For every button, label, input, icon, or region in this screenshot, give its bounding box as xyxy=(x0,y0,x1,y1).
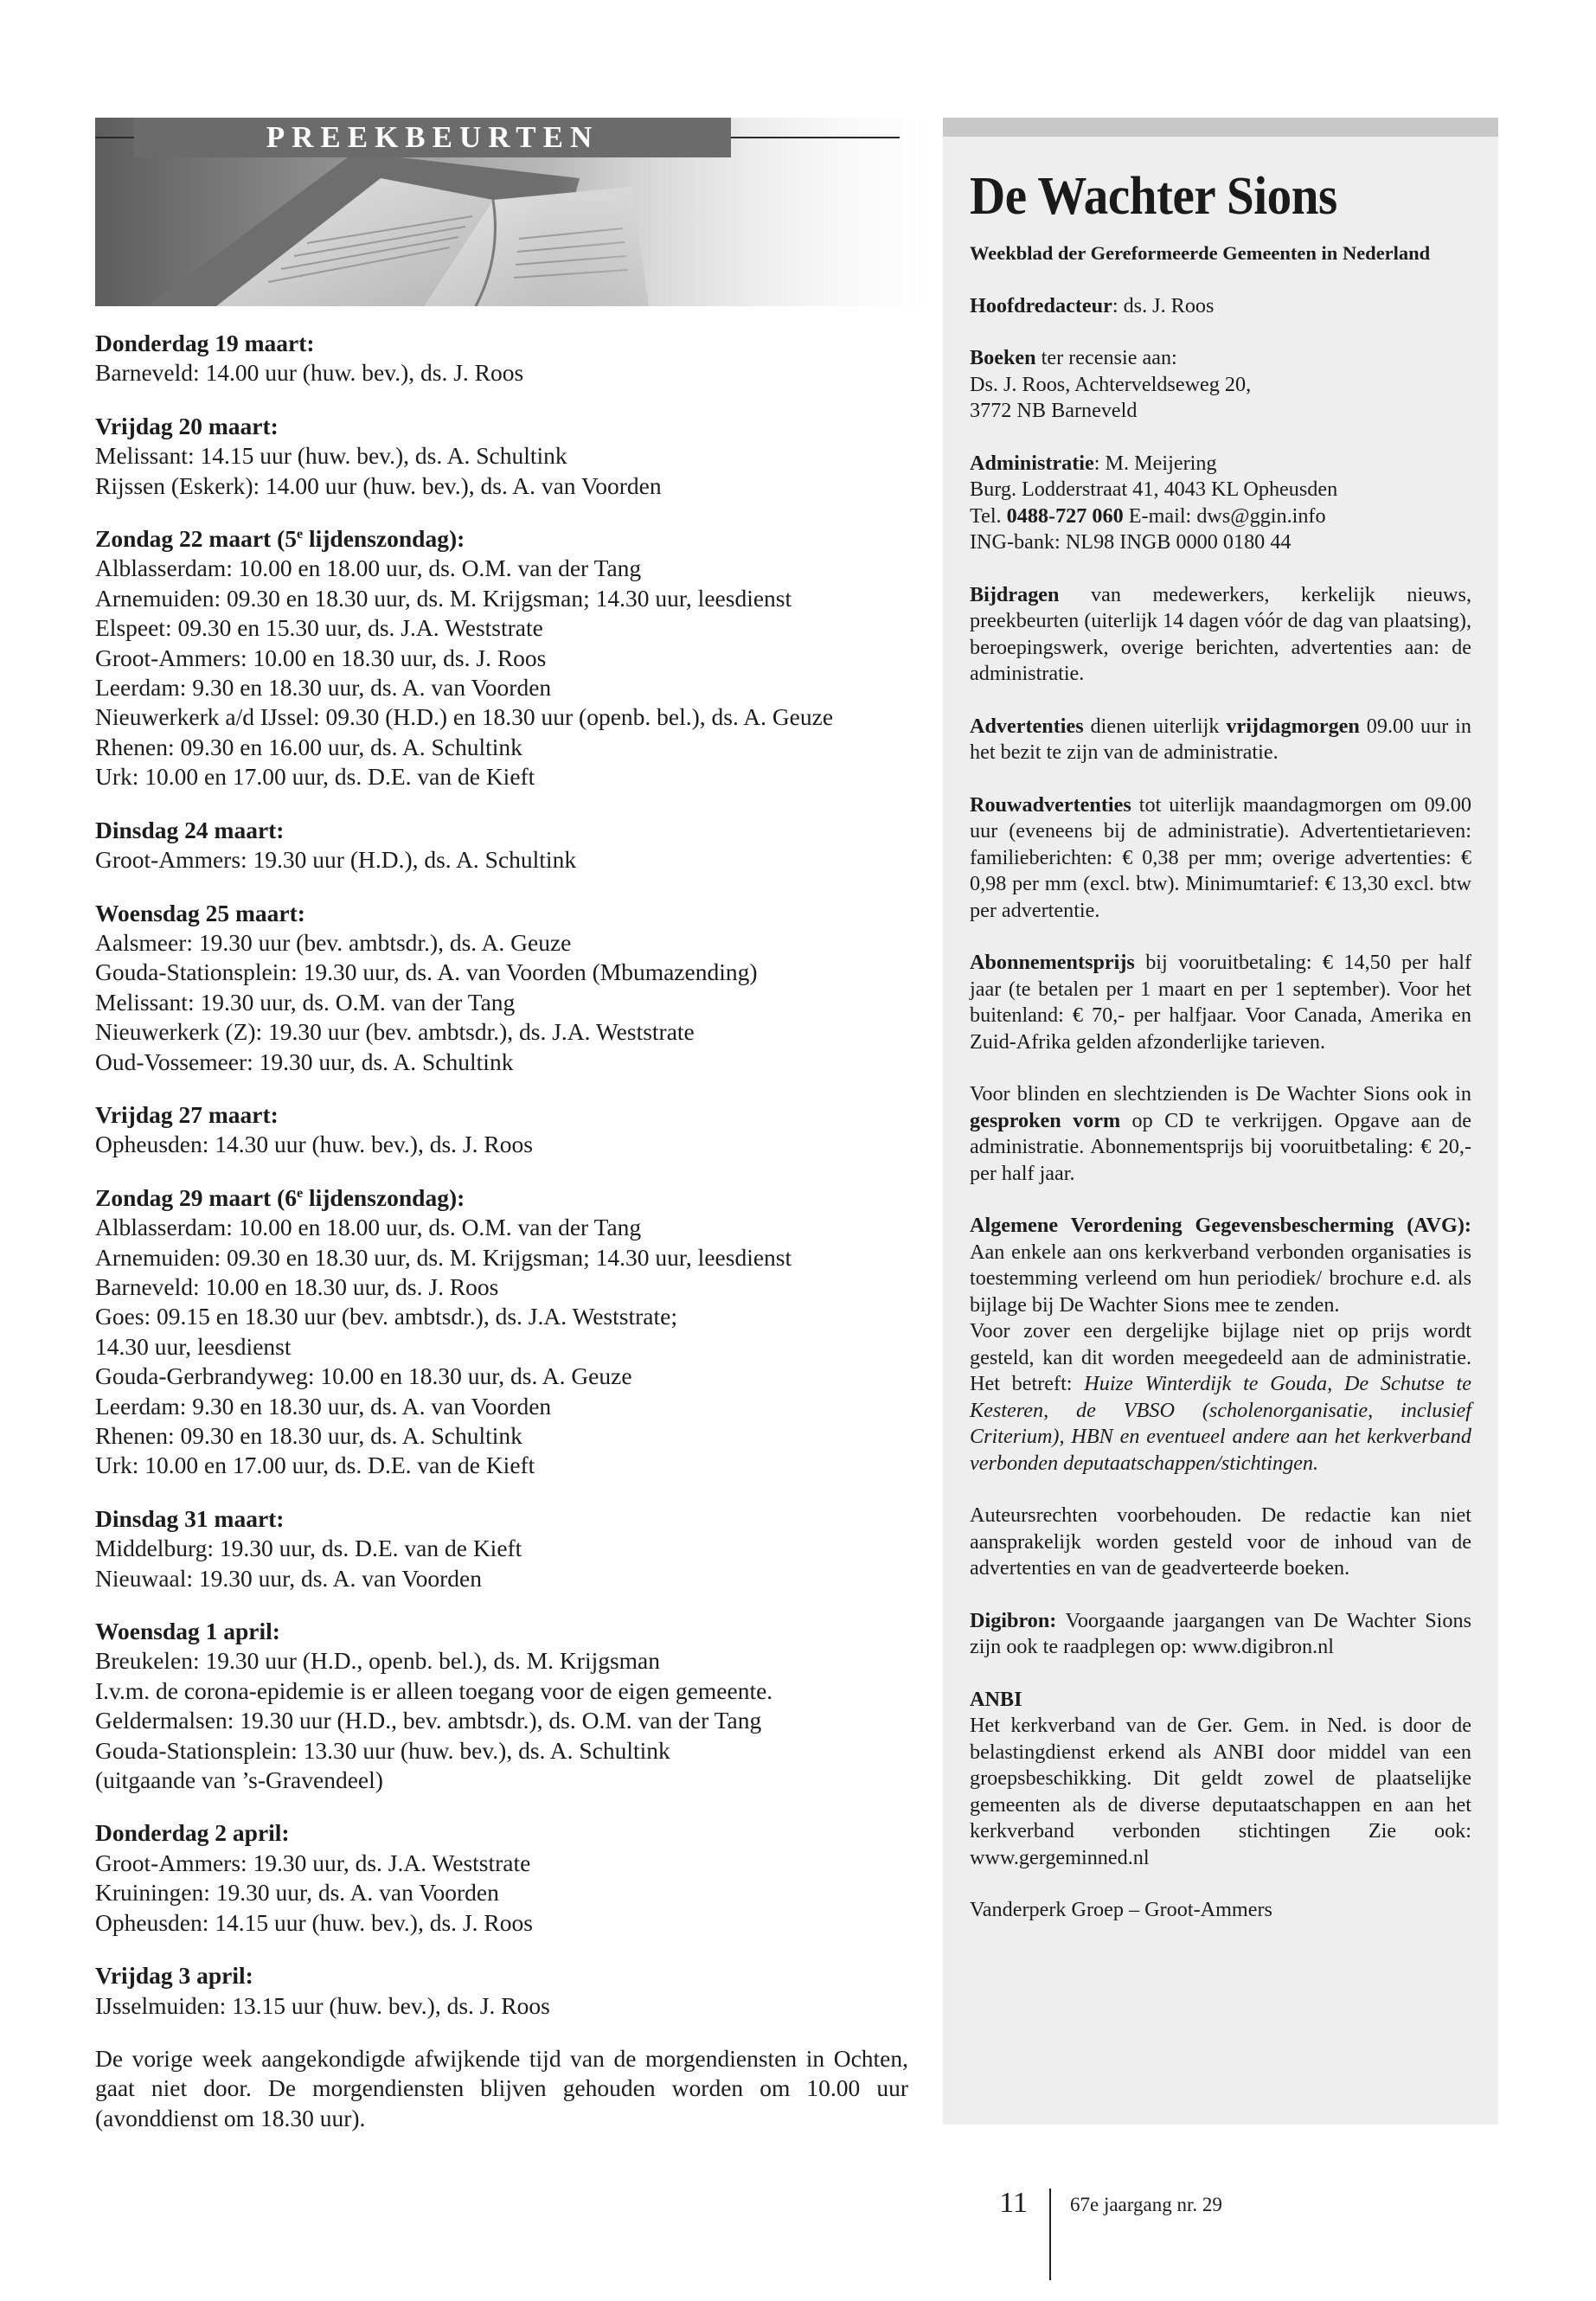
advertisements-deadline: vrijdagmorgen xyxy=(1226,714,1360,738)
contributions-label: Bijdragen xyxy=(970,582,1060,606)
service-line: Barneveld: 14.00 uur (huw. bev.), ds. J. Roos xyxy=(95,359,524,387)
anbi-block xyxy=(970,1687,1471,1872)
day-heading: Dinsdag 24 maart: xyxy=(95,816,285,843)
masthead-top-bar xyxy=(943,118,1498,137)
schedule-day xyxy=(95,1961,908,2021)
editor-block xyxy=(970,293,1471,320)
subscription-text: bij vooruitbetaling: € 14,50 per half jaar (te betalen per 1 maart en per 1 september). Voor het buitenland: € 70,- per halfjaar. Voor Canada, Amerika en Zuid-Afrika gelden afzonderlijke tarieven. xyxy=(970,951,1471,1054)
books-address-line2: 3772 NB Barneveld xyxy=(970,399,1138,422)
service-line: Rhenen: 09.30 en 16.00 uur, ds. A. Schultink xyxy=(95,733,522,760)
schedule-day xyxy=(95,524,908,792)
copyright-block xyxy=(970,1503,1471,1582)
day-heading-text: Zondag 29 maart (6 xyxy=(95,1183,297,1211)
advertisements-block xyxy=(970,714,1471,766)
administration-label: Administratie xyxy=(970,451,1094,475)
day-heading: Vrijdag 3 april: xyxy=(95,1962,253,1990)
audio-edition-text: Voor blinden en slechtzienden is De Wachter Sions ook in xyxy=(970,1082,1471,1106)
advertisements-text-end: 09.00 uur in het bezit te zijn van de administratie. xyxy=(970,714,1471,764)
digibron-text: Voorgaande jaargangen van De Wachter Sions zijn ook te raadplegen op: www.digibron.nl xyxy=(970,1608,1471,1658)
anbi-text: Het kerkverband van de Ger. Gem. in Ned. is door de belastingdienst erkend als ANBI door middel van een groepsbeschikking. Dit geldt zowel de plaatselijke gemeenten als de diverse deputaatschappen en aan het kerkverband verbonden stichtingen Zie ook: www.gergeminned.nl xyxy=(970,1714,1471,1869)
books-address-line1: Ds. J. Roos, Achterveldseweg 20, xyxy=(970,372,1252,396)
service-line: (uitgaande van ’s-Gravendeel) xyxy=(95,1766,383,1794)
digibron-block xyxy=(970,1608,1471,1661)
page-number: 11 xyxy=(999,2187,1028,2219)
anbi-label: ANBI xyxy=(970,1687,1022,1711)
service-line: IJsselmuiden: 13.15 uur (huw. bev.), ds. J. Roos xyxy=(95,1991,550,2019)
service-line: Elspeet: 09.30 en 15.30 uur, ds. J.A. Weststrate xyxy=(95,614,543,642)
audio-edition-text-end: op CD te verkrijgen. Opgave aan de administratie. Abonnementsprijs bij vooruitbetaling: € 20,- per half jaar. xyxy=(970,1108,1471,1185)
editor-label: Hoofdredacteur xyxy=(970,293,1112,317)
schedule-day xyxy=(95,329,908,388)
day-heading-text-end: lijdenszondag): xyxy=(303,1183,465,1211)
service-line: I.v.m. de corona-epidemie is er alleen toegang voor de eigen gemeente. xyxy=(95,1676,773,1704)
service-line: Arnemuiden: 09.30 en 18.30 uur, ds. M. Krijgsman; 14.30 uur, leesdienst xyxy=(95,584,792,612)
service-line: Nieuwerkerk (Z): 19.30 uur (bev. ambtsdr.), ds. J.A. Weststrate xyxy=(95,1018,695,1046)
service-line: Leerdam: 9.30 en 18.30 uur, ds. A. van Voorden xyxy=(95,1392,552,1420)
day-heading xyxy=(95,524,908,554)
service-line: Kruiningen: 19.30 uur, ds. A. van Voorden xyxy=(95,1879,499,1907)
schedule-day xyxy=(95,412,908,501)
service-line: Barneveld: 10.00 en 18.30 uur, ds. J. Roos xyxy=(95,1272,499,1300)
phone-prefix: Tel. xyxy=(970,503,1007,528)
contributions-block xyxy=(970,582,1471,688)
digibron-label: Digibron: xyxy=(970,1608,1057,1632)
footer-divider xyxy=(1049,2189,1051,2280)
service-line: Rhenen: 09.30 en 18.30 uur, ds. A. Schultink xyxy=(95,1422,522,1449)
bank-account: ING-bank: NL98 INGB 0000 0180 44 xyxy=(970,530,1292,554)
service-line: Gouda-Gerbrandyweg: 10.00 en 18.30 uur, ds. A. Geuze xyxy=(95,1362,632,1390)
schedule-day xyxy=(95,899,908,1077)
section-title: PREEKBEURTEN xyxy=(134,118,731,157)
advertisements-text: dienen uiterlijk xyxy=(1083,714,1227,738)
magazine-title: De Wachter Sions xyxy=(970,167,1337,226)
gdpr-text: Aan enkele aan ons kerkverband verbonden organisaties is toestemming verleend om hun periodiek/ brochure e.d. als bijlage bij De Wachter Sions mee te zenden. xyxy=(970,1240,1471,1317)
mourning-ads-block xyxy=(970,792,1471,925)
gdpr-block xyxy=(970,1213,1471,1477)
service-line: Gouda-Stationsplein: 19.30 uur, ds. A. van Voorden (Mbumazending) xyxy=(95,958,758,986)
books-label: Boeken xyxy=(970,346,1036,369)
schedule-day xyxy=(95,1183,908,1481)
masthead-content xyxy=(970,137,1471,1924)
magazine-subtitle: Weekblad der Gereformeerde Gemeenten in Nederland xyxy=(970,242,1431,264)
service-line: Urk: 10.00 en 17.00 uur, ds. D.E. van de Kieft xyxy=(95,763,535,791)
contributions-text: van medewerkers, kerkelijk nieuws, preekbeurten (uiterlijk 14 dagen vóór de dag van plaatsing), beroepingswerk, overige berichten, advertenties aan: de administratie. xyxy=(970,582,1471,685)
service-line: Arnemuiden: 09.30 en 18.30 uur, ds. M. Krijgsman; 14.30 uur, leesdienst xyxy=(95,1243,792,1271)
day-heading-text: Zondag 22 maart (5 xyxy=(95,525,297,553)
day-heading: Donderdag 19 maart: xyxy=(95,330,315,356)
schedule-day xyxy=(95,1504,908,1593)
service-line: Melissant: 14.15 uur (huw. bev.), ds. A. Schultink xyxy=(95,442,567,470)
gdpr-organisations: Huize Winterdijk te Gouda, De Schutse te Kesteren, de VBSO (scholenorganisatie, inclusief Criterium), HBN en eventueel andere aan het kerkverband verbonden deputaatschappen/stichtingen. xyxy=(970,1372,1472,1475)
schedule-day xyxy=(95,1617,908,1795)
service-schedule xyxy=(95,329,908,2021)
service-line: Nieuwerkerk a/d IJssel: 09.30 (H.D.) en 18.30 uur (openb. bel.), ds. A. Geuze xyxy=(95,703,834,731)
service-line: Urk: 10.00 en 17.00 uur, ds. D.E. van de Kieft xyxy=(95,1452,535,1479)
service-line: Oud-Vossemeer: 19.30 uur, ds. A. Schultink xyxy=(95,1048,514,1075)
subscription-block xyxy=(970,950,1471,1055)
phone-number: 0488-727 060 xyxy=(1006,503,1124,528)
service-line: Gouda-Stationsplein: 13.30 uur (huw. bev.), ds. A. Schultink xyxy=(95,1736,670,1764)
service-line: Breukelen: 19.30 uur (H.D., openb. bel.), ds. M. Krijgsman xyxy=(95,1647,661,1675)
schedule-column xyxy=(95,329,908,2133)
masthead-panel xyxy=(943,118,1498,2125)
service-line: Goes: 09.15 en 18.30 uur (bev. ambtsdr.), ds. J.A. Weststrate; xyxy=(95,1303,677,1330)
day-heading: Woensdag 25 maart: xyxy=(95,899,305,926)
day-heading-text-end: lijdenszondag): xyxy=(303,525,465,553)
mourning-ads-label: Rouwadvertenties xyxy=(970,792,1131,817)
copyright-text: Auteursrechten voorbehouden. De redactie kan niet aansprakelijk worden gesteld voor de inhoud van de advertenties en van de geadverteerde boeken. xyxy=(970,1503,1471,1580)
gdpr-label: Algemene Verordening Gegevensbescherming (AVG): xyxy=(970,1214,1471,1237)
service-line: Nieuwaal: 19.30 uur, ds. A. van Voorden xyxy=(95,1564,482,1592)
mourning-ads-text: tot uiterlijk maandagmorgen om 09.00 uur (eveneens bij de administratie). Advertentietarieven: familieberichten: € 0,38 per mm; overige advertenties: € 0,98 per mm (excl. btw). Minimumtarief: € 13,30 excl. btw per advertentie. xyxy=(970,792,1471,922)
service-line: Geldermalsen: 19.30 uur (H.D., bev. ambtsdr.), ds. O.M. van der Tang xyxy=(95,1707,762,1734)
editor-value: : ds. J. Roos xyxy=(1112,293,1215,317)
service-line: Rijssen (Eskerk): 14.00 uur (huw. bev.), ds. A. van Voorden xyxy=(95,471,662,499)
day-heading: Dinsdag 31 maart: xyxy=(95,1504,285,1532)
service-line: Leerdam: 9.30 en 18.30 uur, ds. A. van Voorden xyxy=(95,674,552,702)
books-text: ter recensie aan: xyxy=(1035,346,1177,369)
service-line: Groot-Ammers: 19.30 uur (H.D.), ds. A. Schultink xyxy=(95,846,577,874)
schedule-day xyxy=(95,1818,908,1938)
service-line: Opheusden: 14.15 uur (huw. bev.), ds. J. Roos xyxy=(95,1908,533,1936)
service-line: Groot-Ammers: 19.30 uur, ds. J.A. Weststrate xyxy=(95,1849,531,1876)
service-line: Middelburg: 19.30 uur, ds. D.E. van de Kieft xyxy=(95,1535,522,1562)
service-line: 14.30 uur, leesdienst xyxy=(95,1332,292,1360)
day-heading: Woensdag 1 april: xyxy=(95,1618,280,1645)
service-line: Groot-Ammers: 10.00 en 18.30 uur, ds. J. Roos xyxy=(95,644,547,671)
schedule-day xyxy=(95,1100,908,1160)
ordinal-suffix: e xyxy=(297,1185,304,1201)
ordinal-suffix: e xyxy=(297,526,304,542)
audio-edition-block xyxy=(970,1081,1471,1187)
schedule-day xyxy=(95,816,908,875)
closing-note: De vorige week aangekondigde afwijkende tijd van de morgendiensten in Ochten, gaat niet door. De morgendiensten blijven gehouden worden om 10.00 uur (avonddienst om 18.30 uur). xyxy=(95,2044,908,2131)
subscription-label: Abonnementsprijs xyxy=(970,951,1135,974)
advertisements-label: Advertenties xyxy=(970,714,1084,738)
audio-edition-highlight: gesproken vorm xyxy=(970,1108,1121,1132)
service-line: Alblasserdam: 10.00 en 18.00 uur, ds. O.M. van der Tang xyxy=(95,554,642,582)
administration-name: : M. Meijering xyxy=(1093,451,1217,475)
administration-address: Burg. Lodderstraat 41, 4043 KL Opheusden xyxy=(970,478,1338,501)
service-line: Alblasserdam: 10.00 en 18.00 uur, ds. O.M. van der Tang xyxy=(95,1214,642,1241)
issue-info: 67e jaargang nr. 29 xyxy=(1070,2194,1222,2215)
administration-block xyxy=(970,451,1471,556)
email-address: E-mail: dws@ggin.info xyxy=(1123,503,1326,528)
day-heading xyxy=(95,1183,908,1213)
day-heading: Vrijdag 20 maart: xyxy=(95,412,279,439)
service-line: Melissant: 19.30 uur, ds. O.M. van der Tang xyxy=(95,988,516,1016)
service-line: Aalsmeer: 19.30 uur (bev. ambtsdr.), ds. A. Geuze xyxy=(95,928,572,956)
printer-name: Vanderperk Groep – Groot-Ammers xyxy=(970,1898,1272,1921)
day-heading: Vrijdag 27 maart: xyxy=(95,1100,279,1128)
day-heading: Donderdag 2 april: xyxy=(95,1819,290,1847)
gdpr-text-2: Voor zover een dergelijke bijlage niet op prijs wordt gesteld, kan dit worden meegedeeld aan de administratie. Het betreft: xyxy=(970,1319,1471,1395)
printer-block xyxy=(970,1897,1471,1924)
service-line: Opheusden: 14.30 uur (huw. bev.), ds. J. Roos xyxy=(95,1131,533,1158)
books-block xyxy=(970,345,1471,425)
